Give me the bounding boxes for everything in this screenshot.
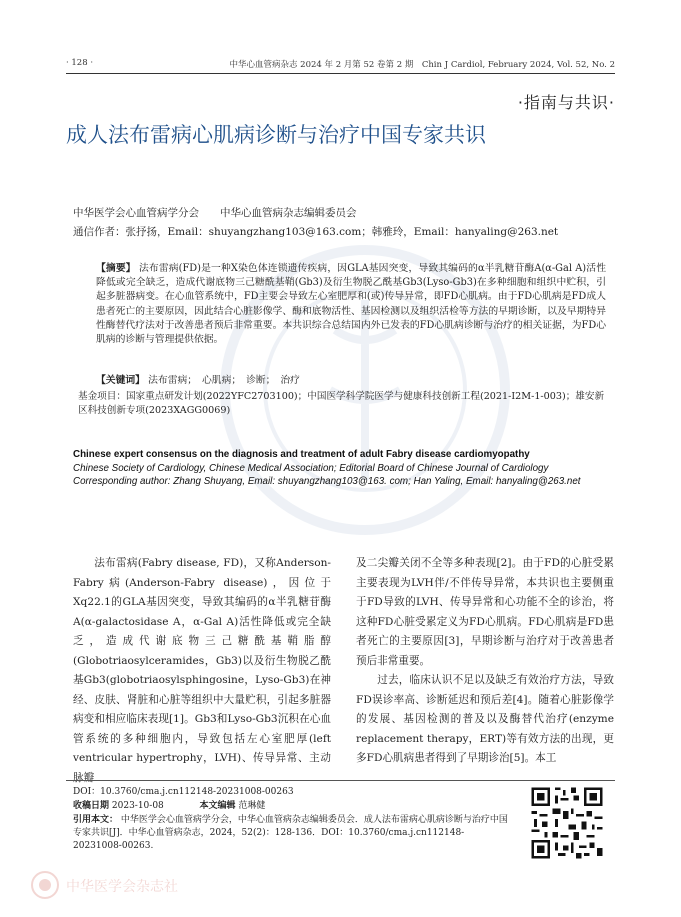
keywords-label: 【关键词】 (96, 375, 145, 386)
editor-name: 范琳健 (238, 801, 266, 811)
english-organizations: Chinese Society of Cardiology, Chinese Medical Association; Editorial Board of Chinese Journal of Cardiology (73, 462, 549, 474)
abstract-label: 【摘要】 (96, 263, 136, 274)
funding: 基金项目：国家重点研发计划(2022YFC2703100)；中国医学科学院医学与健康科技创新工程(2021-I2M-1-003)；雄安新区科技创新专项(2023XAGG0069) (78, 391, 605, 416)
abstract-text: 法布雷病(FD)是一种X染色体连锁遗传疾病，因GLA基因突变，导致其编码的α半乳糖苷酶A(α-Gal A)活性降低或完全缺乏，造成代谢底物三己糖酰基鞘(Gb3)及衍生物脱乙酰基Gb3(Lyso-Gb3)在多种细胞和组织中贮积，引起多脏器病变。在心血管系统中，FD主要会导致左心室肥厚和(或)传导异常，即FD心肌病。由于FD心肌病是FD成人患者死亡的主要原因，因此结合心脏影像学、酶和底物活性、基因检测以及组织活检等方法的早期诊断，以及早期特异性酶替代疗法对于改善患者预后非常重要。本共识综合总结国内外已发表的FD心肌病诊断与治疗的相关证据，为FD心肌病的诊断与管理提供依据。 (96, 263, 606, 346)
received-date: 2023-10-08 (111, 801, 164, 811)
footer-rule (66, 780, 615, 781)
chinese-abstract (96, 262, 606, 347)
publisher-logo-text: 中华医学会杂志社 (66, 879, 178, 895)
citation-text: 中华医学会心血管病学分会，中华心血管病杂志编辑委员会．成人法布雷病心肌病诊断与治疗中国专家共识[J]．中华心血管病杂志，2024，52(2)：128-136．DOI：10.3760/cma.j.cn112148-20231008-00263. (73, 815, 508, 851)
page-number: · 128 · (66, 58, 94, 68)
keywords (96, 374, 606, 388)
corresponding-authors: 通信作者：张抒扬，Email：shuyangzhang103@163.com；韩雅玲，Email：hanyaling@263.net (73, 226, 559, 238)
publisher-emblem-icon (30, 870, 60, 900)
body-column-right (356, 554, 614, 769)
english-header (73, 448, 603, 489)
keywords-text: 法布雷病； 心肌病； 诊断； 治疗 (148, 375, 300, 386)
qr-code-icon[interactable] (529, 785, 605, 861)
dates-line (73, 800, 513, 813)
header-rule (66, 73, 615, 74)
body-paragraph: 过去，临床认识不足以及缺乏有效治疗方法，导致FD误诊率高、诊断延迟和预后差[4]。随着心脏影像学的发展、基因检测的普及以及酶替代治疗(enzyme replacement therapy，ERT)等有效方法的出现，更多FD心肌病患者得到了早期诊治[5]。本工 (356, 674, 614, 764)
english-title: Chinese expert consensus on the diagnosis and treatment of adult Fabry disease cardiomyopathy (73, 449, 530, 460)
publisher-logo (30, 870, 320, 900)
body-paragraph: 法布雷病(Fabry disease, FD)，又称Anderson-Fabry病(Anderson-Fabry disease)，因位于Xq22.1的GLA基因突变，导致其编码的α半乳糖苷酶A(α-galactosidase A，α-Gal A)活性降低或完全缺乏，造成代谢底物三己糖酰基鞘脂醇(Globotriaosylceramides，Gb3)以及衍生物脱乙酰基Gb3(globotriaosylsphingosine，Lyso-Gb3)在神经、皮肤、肾脏和心脏等组织中大量贮积，引起多脏器病变和相应临床表现[1]。Gb3和Lyso-Gb3沉积在心血管系统的多种细胞内，导致包括左心室肥厚(left ventricular hypertrophy，LVH)、传导异常、主动脉瓣 (73, 557, 331, 784)
citation-label: 引用本文： (73, 815, 119, 825)
english-corresponding: Corresponding author: Zhang Shuyang, Email: shuyangzhang103@163. com; Han Yaling, Email: hanyaling@263.net (73, 476, 581, 488)
body-paragraph: 及二尖瓣关闭不全等多种表现[2]。由于FD的心脏受累主要表现为LVH伴/不伴传导异常，本共识也主要侧重于FD导致的LVH、传导异常和心功能不全的诊治，将这种FD心脏受累定义为FD心肌病。FD心肌病是FD患者死亡的主要原因[3]，早期诊断与治疗对于改善患者预后非常重要。 (356, 557, 614, 667)
citation (73, 814, 513, 853)
author-organizations: 中华医学会心血管病学分会 中华心血管病杂志编辑委员会 (73, 207, 357, 219)
editor-label: 本文编辑 (199, 801, 236, 811)
received-label: 收稿日期 (73, 801, 110, 811)
body-column-left (73, 554, 331, 788)
doi[interactable]: DOI：10.3760/cma.j.cn112148-20231008-00263 (73, 787, 294, 797)
section-tag: ·指南与共识· (517, 93, 615, 112)
article-title: 成人法布雷病心肌病诊断与治疗中国专家共识 (66, 123, 486, 147)
journal-citation: 中华心血管病杂志 2024 年 2 月第 52 卷第 2 期 Chin J Cardiol, February 2024, Vol. 52, No. 2 (229, 60, 615, 70)
running-header (66, 58, 615, 72)
